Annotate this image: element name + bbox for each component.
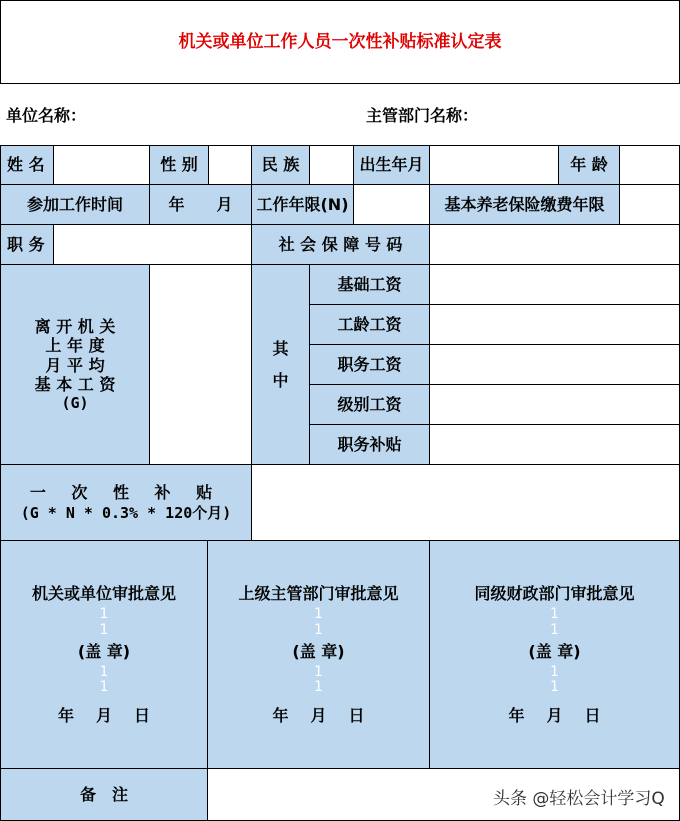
social-security-field[interactable] [429, 224, 680, 265]
blank-mark: 1 [550, 606, 559, 623]
pension-years-label: 基本养老保险缴费年限 [429, 184, 620, 225]
birth-field[interactable] [429, 145, 559, 185]
salary-label-line: 上 年 度 [45, 336, 105, 356]
name-field[interactable] [53, 145, 150, 185]
date-day: 日 [584, 705, 601, 725]
blank-mark: 1 [314, 679, 323, 696]
remarks-label: 备 注 [0, 768, 208, 821]
salary-label-line: (G) [61, 393, 89, 412]
blank-mark: 1 [99, 606, 109, 623]
date-month: 月 [546, 705, 563, 725]
salary-item-allowance-field[interactable] [429, 424, 680, 465]
dept-name-label: 主管部门名称： [366, 106, 479, 126]
approval-superior-dept [207, 540, 430, 769]
salary-item-grade: 级别工资 [309, 384, 430, 425]
approval-unit [0, 540, 208, 769]
gender-field[interactable] [208, 145, 252, 185]
blank-mark: 1 [314, 621, 323, 638]
salary-item-basic: 基础工资 [309, 264, 430, 305]
salary-label-line: 离 开 机 关 [34, 317, 116, 337]
salary-item-grade-field[interactable] [429, 384, 680, 425]
subsidy-formula: (G * N * 0.3% * 120个月) [20, 504, 232, 523]
salary-label-line: 基 本 工 资 [34, 374, 116, 394]
date-day: 日 [134, 705, 151, 725]
blank-mark: 1 [314, 664, 323, 681]
unit-name-label: 单位名称： [6, 106, 87, 126]
seal-text: (盖 章) [528, 641, 581, 661]
position-label: 职 务 [0, 224, 54, 265]
pension-years-field[interactable] [619, 184, 680, 225]
subsidy-label-text: 一 次 性 补 贴 [29, 482, 223, 502]
join-work-time-label: 参加工作时间 [0, 184, 150, 225]
salary-item-post: 职务工资 [309, 344, 430, 385]
blank-mark: 1 [99, 664, 109, 681]
date-year: 年 [508, 705, 525, 725]
blank-mark: 1 [550, 664, 559, 681]
age-field[interactable] [619, 145, 680, 185]
approval-date [272, 706, 364, 725]
seal-text: (盖 章) [292, 641, 345, 661]
approval-title: 上级主管部门审批意见 [238, 583, 399, 603]
approval-title: 同级财政部门审批意见 [474, 583, 635, 603]
seal-text: (盖 章) [77, 641, 131, 661]
work-years-field[interactable] [353, 184, 430, 225]
date-year: 年 [57, 705, 74, 725]
date-month: 月 [310, 705, 327, 725]
approval-title: 机关或单位审批意见 [31, 583, 176, 603]
name-label: 姓 名 [0, 145, 54, 185]
ethnicity-label: 民 族 [251, 145, 310, 185]
form-title-cell [0, 0, 680, 84]
approval-date [508, 706, 600, 725]
gender-label: 性 别 [149, 145, 209, 185]
social-security-label: 社 会 保 障 号 码 [251, 224, 430, 265]
work-years-label: 工作年限(N) [251, 184, 354, 225]
salary-label-line: 月 平 均 [45, 355, 105, 375]
age-label: 年 龄 [558, 145, 620, 185]
date-day: 日 [348, 705, 365, 725]
salary-item-post-field[interactable] [429, 344, 680, 385]
blank-mark: 1 [99, 621, 109, 638]
salary-item-seniority-field[interactable] [429, 304, 680, 345]
salary-item-basic-field[interactable] [429, 264, 680, 305]
date-year: 年 [272, 705, 289, 725]
avg-basic-salary-field[interactable] [149, 264, 252, 465]
approval-date [58, 706, 150, 725]
birth-label: 出生年月 [353, 145, 430, 185]
approval-finance-dept [429, 540, 680, 769]
among-label [251, 264, 310, 465]
blank-mark: 1 [99, 679, 109, 696]
one-time-subsidy-label [0, 464, 252, 541]
blank-mark: 1 [314, 606, 323, 623]
page-title: 机关或单位工作人员一次性补贴标准认定表 [178, 31, 502, 52]
ethnicity-field[interactable] [309, 145, 354, 185]
among-char: 中 [272, 370, 289, 390]
blank-mark: 1 [550, 679, 559, 696]
salary-item-allowance: 职务补贴 [309, 424, 430, 465]
watermark: 头条 @轻松会计学习Q [491, 784, 667, 809]
salary-item-seniority: 工龄工资 [309, 304, 430, 345]
avg-basic-salary-label [0, 264, 150, 465]
among-char: 其 [272, 339, 289, 359]
date-month: 月 [95, 705, 112, 725]
position-field[interactable] [53, 224, 252, 265]
one-time-subsidy-field[interactable] [251, 464, 680, 541]
blank-mark: 1 [550, 621, 559, 638]
join-work-year-month: 年 月 [149, 184, 252, 225]
